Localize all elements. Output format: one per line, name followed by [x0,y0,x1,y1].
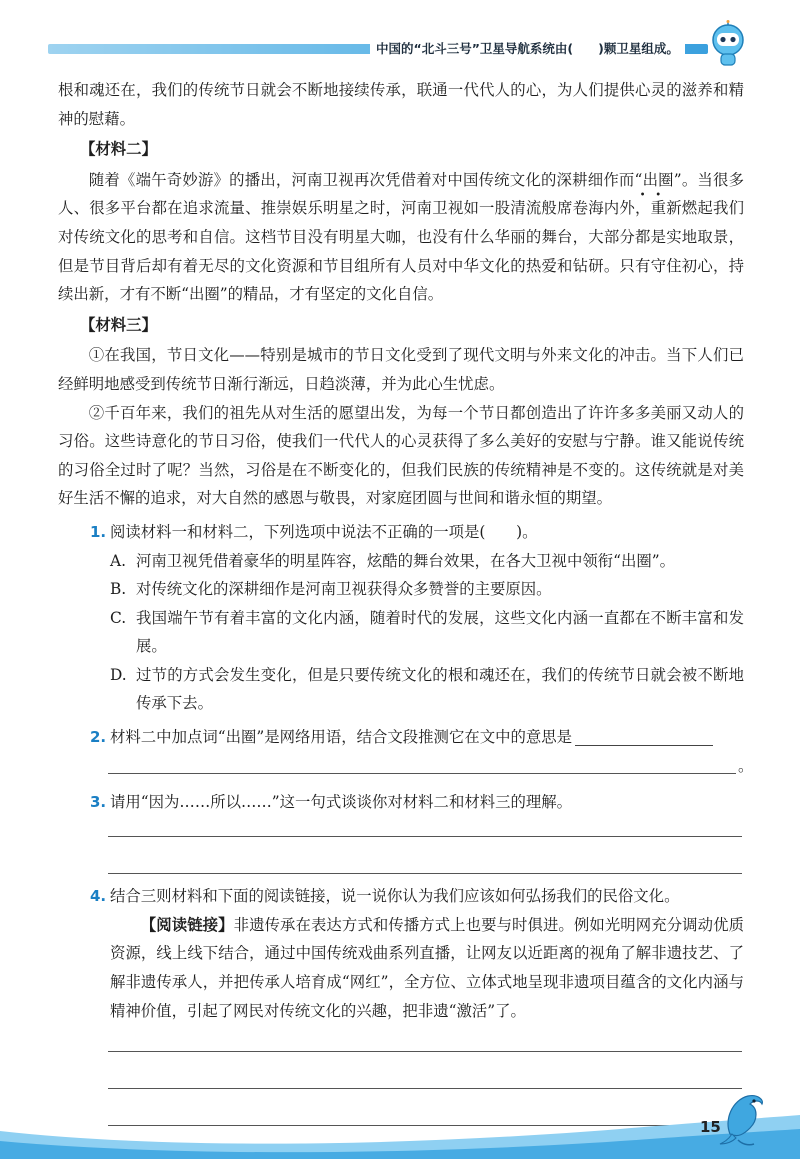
question-4-text: 结合三则材料和下面的阅读链接，说一说你认为我们应该如何弘扬我们的民俗文化。 [110,887,680,906]
question-2-text [90,723,744,752]
material2-text-before: 随着《端午奇妙游》的播出，河南卫视再次凭借着对中国传统文化的深耕细作而“出圈”。当很多人、很多平台都在追求流量、推崇娱乐明星之时，河南卫视如一股清流般席卷海内 [58,170,744,218]
question-2 [58,723,744,752]
option-a[interactable] [58,547,744,576]
intro-paragraph: 根和魂还在，我们的传统节日就会不断地接续传承，联通一代代人的心，为人们提供心灵的滋养和精神的慰藉。 [58,81,744,128]
reading-link-text: 非遗传承在表达方式和传播方式上也要与时俱进。例如光明网充分调动优质资源，线上线下结合，通过中国传统戏曲系列直播，让网友以近距离的视角了解非遗技艺、了解非遗传承人，并把传承人培育成“网红”，全方位、立体式地呈现非遗项目蕴含的文化内涵与精神价值，引起了网民对传统文化的兴趣，把非遗“激活”了。 [110,915,744,1020]
option-text: 过节的方式会发生变化，但是只要传统文化的根和魂还在，我们的传统节日就会被不断地传承下去。 [136,665,744,713]
header-title: 中国的“北斗三号”卫星导航系统由( )颗卫星组成。 [370,40,685,58]
option-text: 河南卫视凭借着豪华的明星阵容，炫酷的舞台效果，在各大卫视中领衔“出圈”。 [136,551,676,570]
answer-blank[interactable] [575,725,713,746]
emphasis-dot-char: 外 [619,199,635,218]
answer-line[interactable] [108,873,742,874]
option-d[interactable] [58,661,744,718]
material3-title: 【材料三】 [80,315,157,334]
page-number: 15 [700,1118,721,1136]
answer-end-mark: 。 [738,756,754,775]
robot-mascot-icon [706,20,750,70]
reading-link [58,911,744,1025]
option-text: 对传统文化的深耕细作是河南卫视获得众多赞誉的主要原因。 [136,580,552,599]
question-4 [58,882,744,911]
option-label: B. [110,580,127,599]
worksheet-content [58,76,754,1126]
question-3-text: 请用“因为……所以……”这一句式谈谈你对材料二和材料三的理解。 [110,792,573,811]
question-1 [58,518,744,547]
question-1-text: 阅读材料一和材料二，下列选项中说法不正确的一项是( )。 [110,522,538,541]
option-c[interactable] [58,604,744,661]
question-3 [58,788,744,817]
option-label: D. [110,665,127,684]
option-label: A. [110,551,127,570]
dolphin-icon [718,1090,770,1148]
option-b[interactable] [58,575,744,604]
question-number: 1. [90,522,107,541]
material3-paragraph-1: ①在我国，节日文化——特别是城市的节日文化受到了现代文明与外来文化的冲击。当下人们已经鲜明地感受到传统节日渐行渐远，日趋淡薄，并为此心生忧虑。 [58,346,744,393]
option-text: 我国端午节有着丰富的文化内涵，随着时代的发展，这些文化内涵一直都在不断丰富和发展。 [136,608,744,656]
material2-text-after: 重新燃起我们对传统文化的思考和自信。这档节目没有明星大咖，也没有什么华丽的舞台，大部分都是实地取景，但是节目背后却有着无尽的文化资源和节目组所有人员对中华文化的热爱和钻研。只有守住初心，持续出新，才有不断“出圈”的精品，才有坚定的文化自信。 [58,199,744,304]
reading-link-label: 【阅读链接】 [140,915,234,934]
question-2-answer-row [58,752,754,780]
question-number: 4. [90,887,107,906]
emphasis-dot-char: ， • [635,199,651,217]
answer-line[interactable] [108,773,736,774]
material2-title: 【材料二】 [80,140,157,159]
bottom-wave-decoration [0,1079,800,1159]
question-number: 2. [90,728,107,747]
question-2-prompt: 材料二中加点词“出圈”是网络用语，结合文段推测它在文中的意思是 [110,728,573,747]
material2-paragraph [58,166,744,309]
option-label: C. [110,608,127,627]
material3-paragraph-2: ②千百年来，我们的祖先从对生活的愿望出发，为每一个节日都创造出了许许多多美丽又动人的习俗。这些诗意化的节日习俗，使我们一代代人的心灵获得了多么美好的安慰与宁静。谁又能说传统的习俗全过时了呢？当然，习俗是在不断变化的，但我们民族的传统精神是不变的。这传统就是对美好生活不懈的追求，对大自然的感恩与敬畏，对家庭团圆与世间和谐永恒的期望。 [58,403,744,508]
question-number: 3. [90,792,107,811]
